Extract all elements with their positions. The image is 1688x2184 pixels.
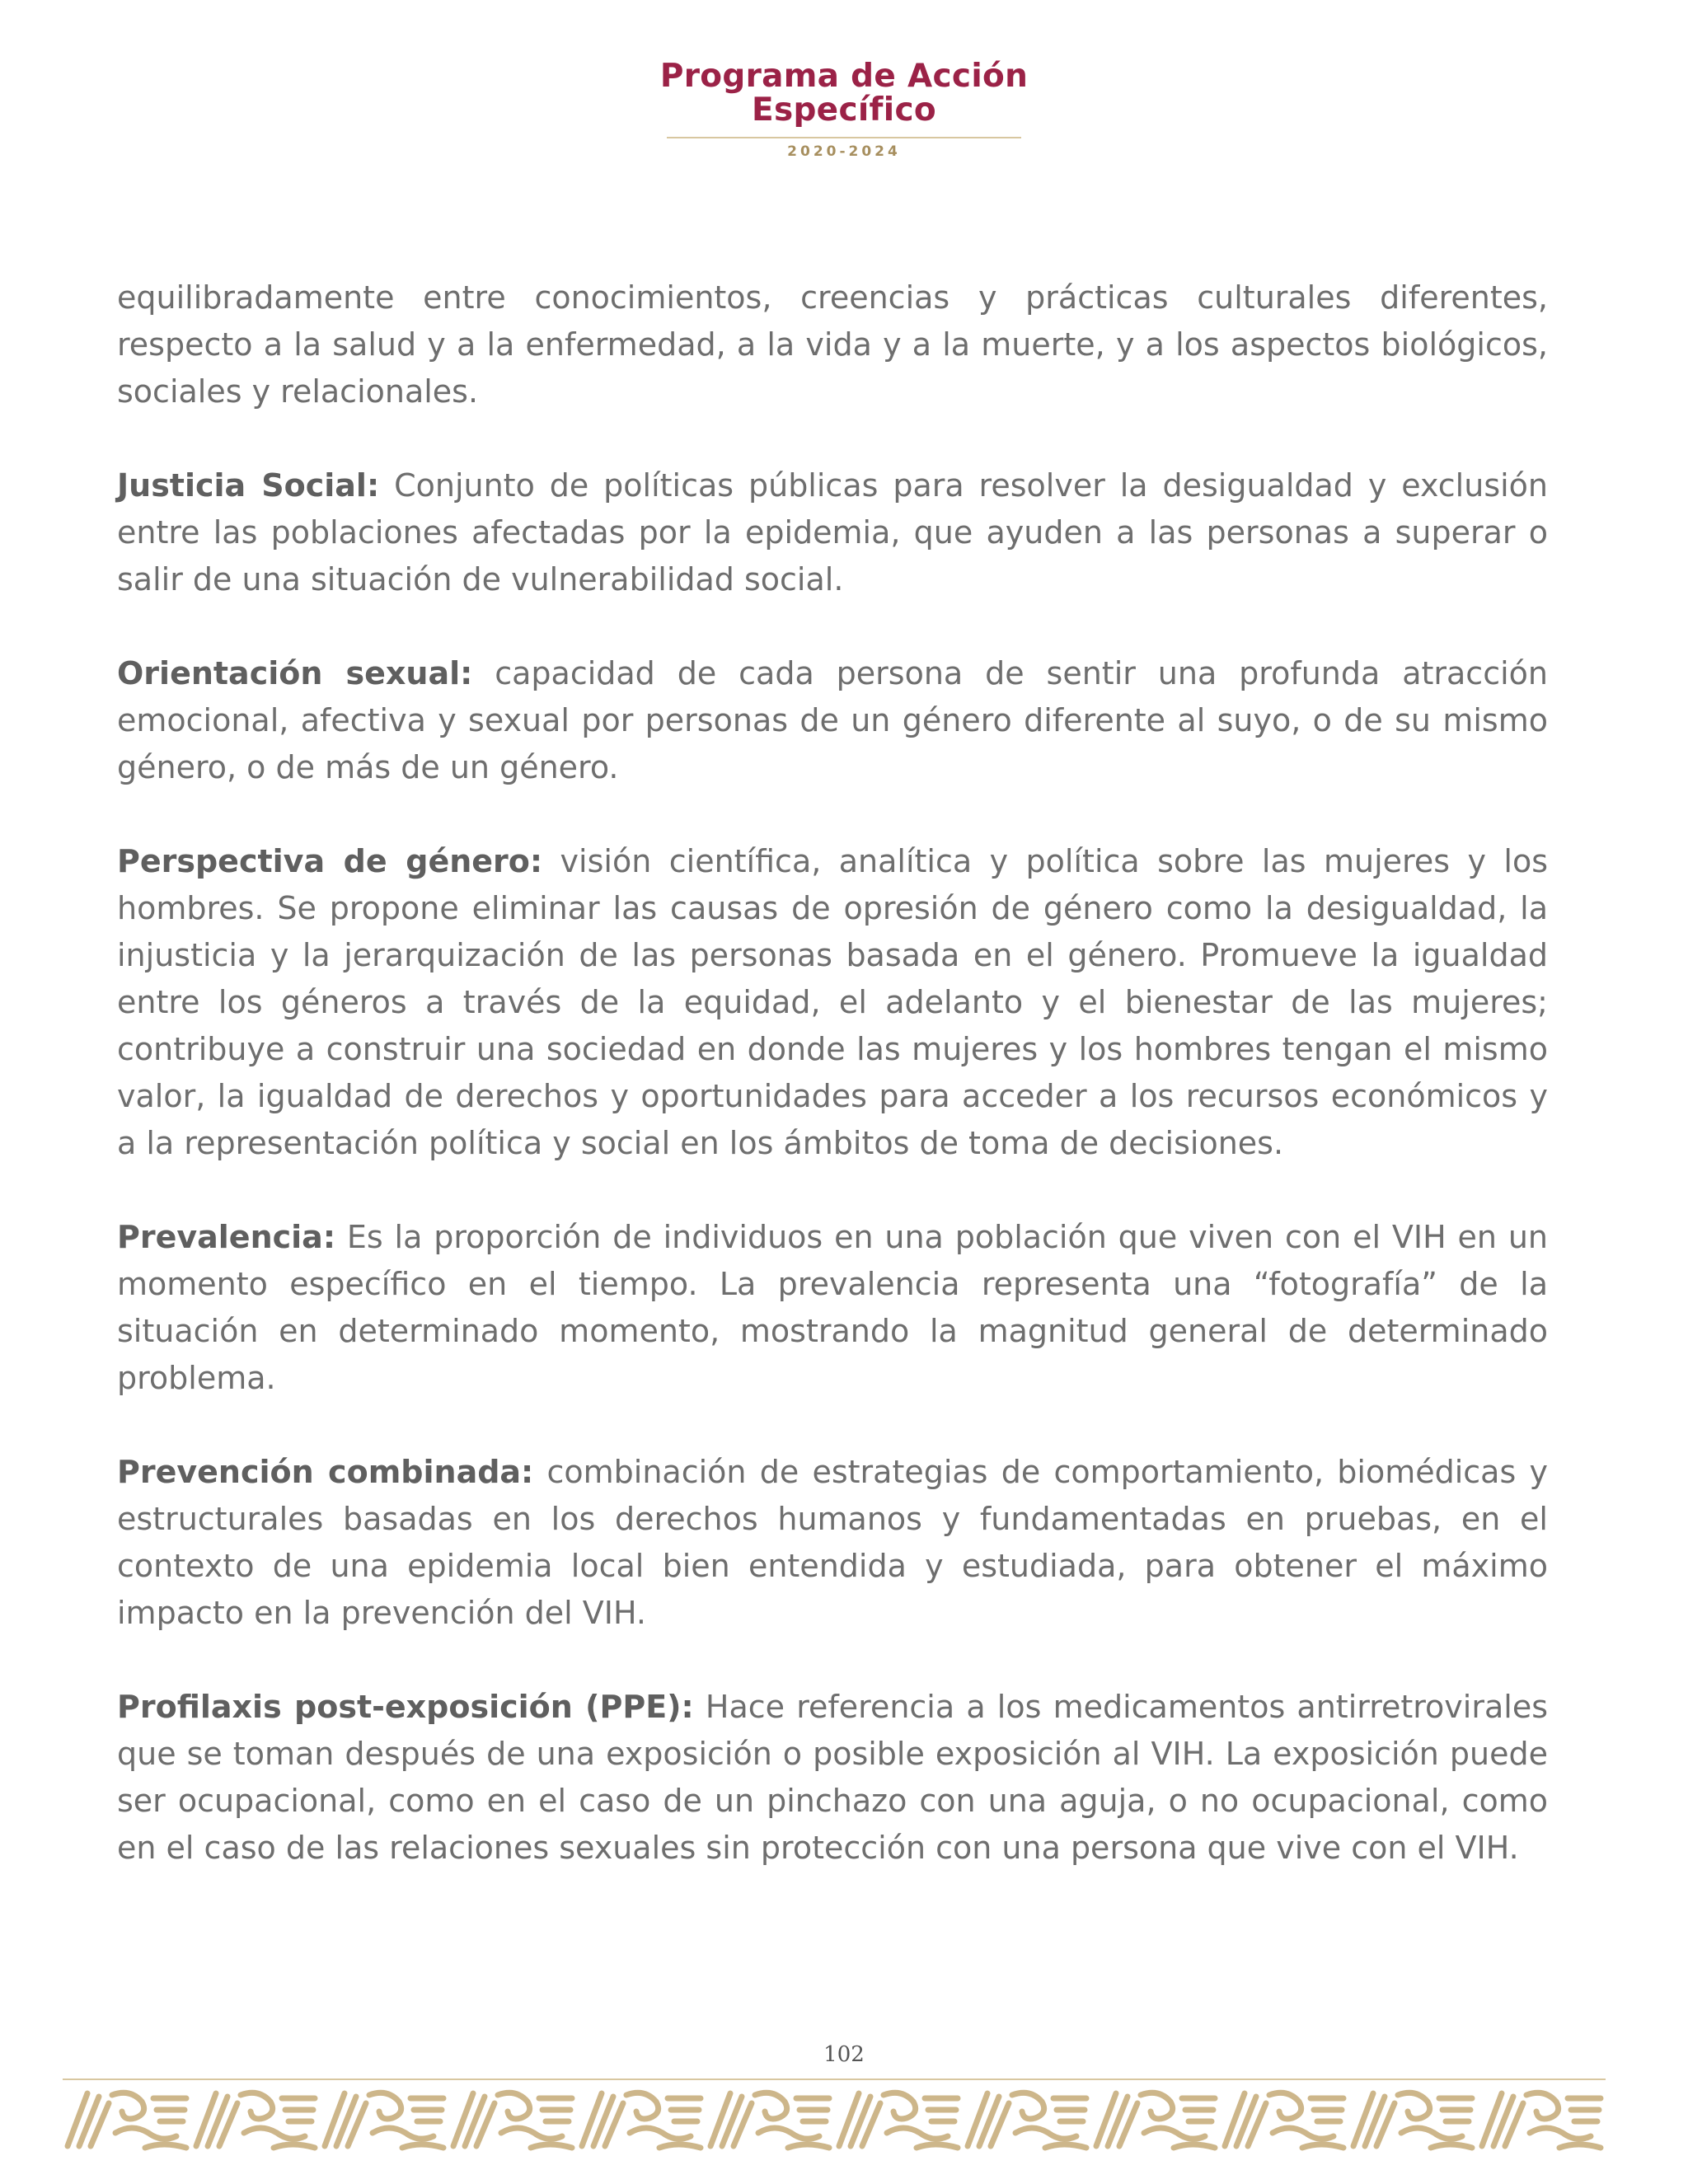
glossary-paragraph — [117, 838, 1548, 1167]
glossary-paragraph — [117, 274, 1548, 415]
glossary-paragraph — [117, 462, 1548, 603]
page-header — [0, 59, 1688, 160]
glossary-content — [117, 274, 1548, 1919]
header-years: 2020-2024 — [787, 143, 901, 160]
glossary-term: Prevención combinada: — [117, 1454, 534, 1490]
header-title — [0, 59, 1688, 127]
glossary-definition: capacidad de cada persona de sentir una profunda atracción emocional, afectiva y sexual por personas de un género diferente al suyo, o de su mismo género, o de más de un género. — [117, 655, 1548, 785]
glossary-paragraph — [117, 1684, 1548, 1872]
glossary-paragraph — [117, 1214, 1548, 1402]
glossary-definition: equilibradamente entre conocimientos, creencias y prácticas culturales diferentes, respecto a la salud y a la enfermedad, a la vida y a la muerte, y a los aspectos biológicos, sociales y relacionales. — [117, 279, 1548, 410]
glossary-paragraph — [117, 650, 1548, 791]
glossary-definition: combinación de estrategias de comportamiento, biomédicas y estructurales basadas en los derechos humanos y fundamentadas en pruebas, en el contexto de una epidemia local bien entendida y estudiada, para obtener el máximo impacto en la prevención del VIH. — [117, 1454, 1548, 1631]
glossary-term: Prevalencia: — [117, 1219, 336, 1255]
header-divider — [667, 137, 1021, 138]
glossary-definition: Conjunto de políticas públicas para resolver la desigualdad y exclusión entre las poblaciones afectadas por la epidemia, que ayuden a las personas a superar o salir de una situación de vulnerabilidad social. — [117, 467, 1549, 598]
glossary-term: Justicia Social: — [117, 467, 380, 504]
footer-ornament-pattern — [63, 2085, 1606, 2153]
glossary-term: Orientación sexual: — [117, 655, 473, 691]
glossary-definition: Hace referencia a los medicamentos antirretrovirales que se toman después de una exposición o posible exposición al VIH. La exposición puede ser ocupacional, como en el caso de un pinchazo con una aguja, o no ocupacional, como en el caso de las relaciones sexuales sin protección con una persona que vive con el VIH. — [117, 1689, 1548, 1866]
glossary-definition: Es la proporción de individuos en una población que viven con el VIH en un momento específico en el tiempo. La prevalencia representa una “fotografía” de la situación en determinado momento, mostrando la magnitud general de determinado problema. — [117, 1219, 1548, 1396]
glossary-term: Perspectiva de género: — [117, 843, 543, 879]
footer-divider — [63, 2079, 1606, 2080]
header-title-line1: Programa de Acción — [659, 58, 1029, 95]
glossary-paragraph — [117, 1449, 1548, 1637]
glossary-definition: visión científica, analítica y política sobre las mujeres y los hombres. Se propone eliminar las causas de opresión de género como la desigualdad, la injusticia y la jerarquización de las personas basada en el género. Promueve la igualdad entre los géneros a través de la equidad, el adelanto y el bienestar de las mujeres; contribuye a construir una sociedad en donde las mujeres y los hombres tengan el mismo valor, la igualdad de derechos y oportunidades para acceder a los recursos económicos y a la representación política y social en los ámbitos de toma de decisiones. — [117, 843, 1548, 1161]
header-title-line2: Específico — [752, 91, 936, 129]
page-number: 102 — [823, 2042, 865, 2067]
glossary-term: Profilaxis post-exposición (PPE): — [117, 1689, 694, 1725]
